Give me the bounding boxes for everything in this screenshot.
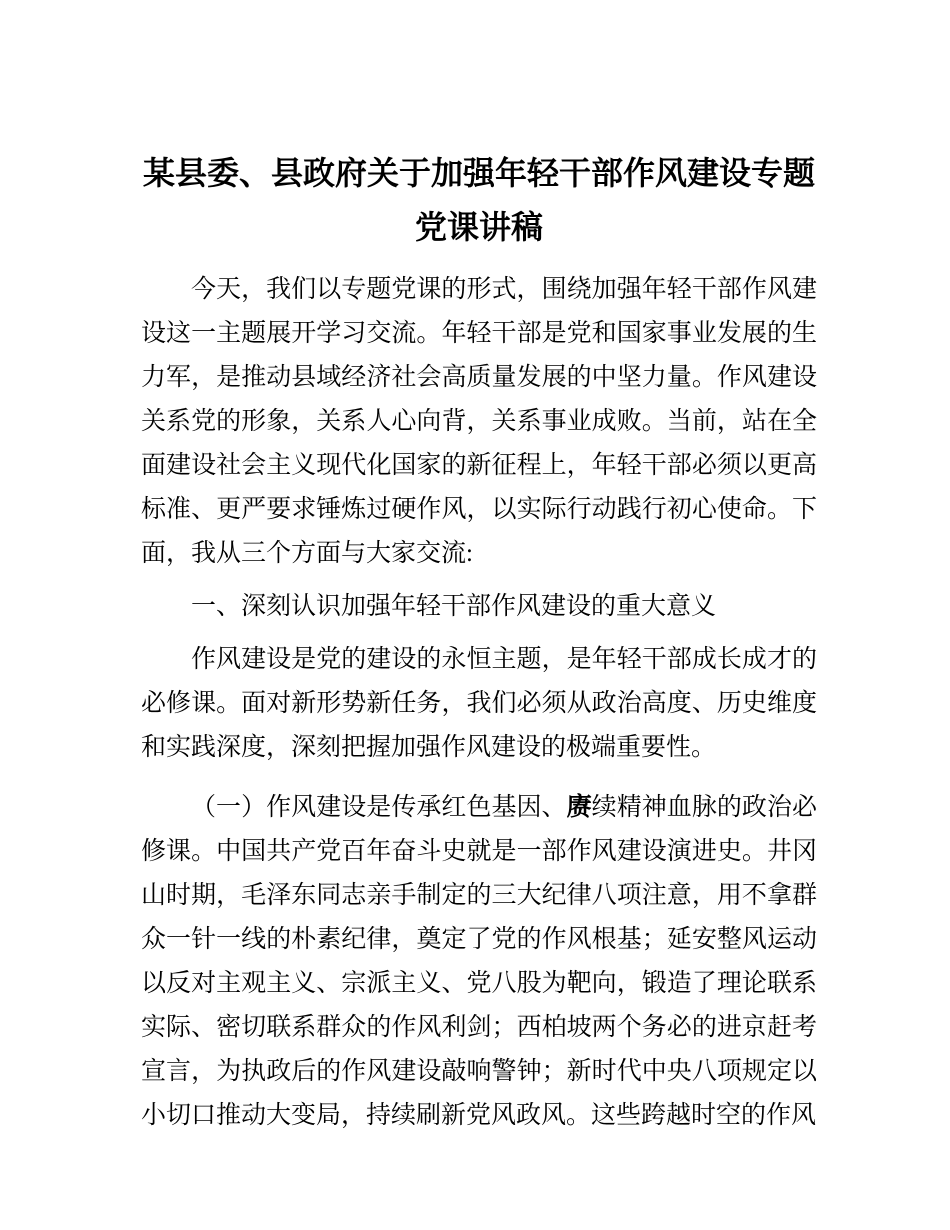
subsection-1-paragraph: [141, 786, 817, 1138]
text-run: 一、深刻认识加强年轻干部作风建设的重大意义: [191, 593, 717, 620]
text-run: （一）作风建设是传承红色基因、: [191, 794, 567, 821]
text-run: 今天，我们以专题党课的形式，围绕加强年轻干部作风建设这一主题展开学习交流。年轻干部是党和国家事业发展的生力军，是推动县域经济社会高质量发展的中坚力量。作风建设关系党的形象，关系人心向背，关系事业成败。当前，站在全面建设社会主义现代化国家的新征程上，年轻干部必须以更高标准、更严要求锤炼过硬作风，以实际行动践行初心使命。下面，我从三个方面与大家交流:: [141, 276, 817, 567]
bold-text-run: 赓: [566, 794, 592, 821]
section-1-paragraph: [141, 638, 817, 770]
document-title: 某县委、县政府关于加强年轻干部作风建设专题党课讲稿: [142, 155, 815, 245]
text-run: 作风建设是党的建设的永恒主题，是年轻干部成长成才的必修课。面对新形势新任务，我们必须从政治高度、历史维度和实践深度，深刻把握加强作风建设的极端重要性。: [141, 646, 817, 761]
document-body: [141, 268, 817, 1138]
text-run: 续精神血脉的政治必修课。中国共产党百年奋斗史就是一部作风建设演进史。井冈山时期，毛泽东同志亲手制定的三大纪律八项注意，用不拿群众一针一线的朴素纪律，奠定了党的作风根基；延安整风运动以反对主观主义、宗派主义、党八股为靶向，锻造了理论联系实际、密切联系群众的作风利剑；西柏坡两个务必的进京赶考宣言，为执政后的作风建设敲响警钟；新时代中央八项规定以小切口推动大变局，持续刷新党风政风。这些跨越时空的作风: [141, 794, 817, 1129]
intro-paragraph: [141, 268, 817, 576]
section-heading-1: [141, 585, 817, 629]
